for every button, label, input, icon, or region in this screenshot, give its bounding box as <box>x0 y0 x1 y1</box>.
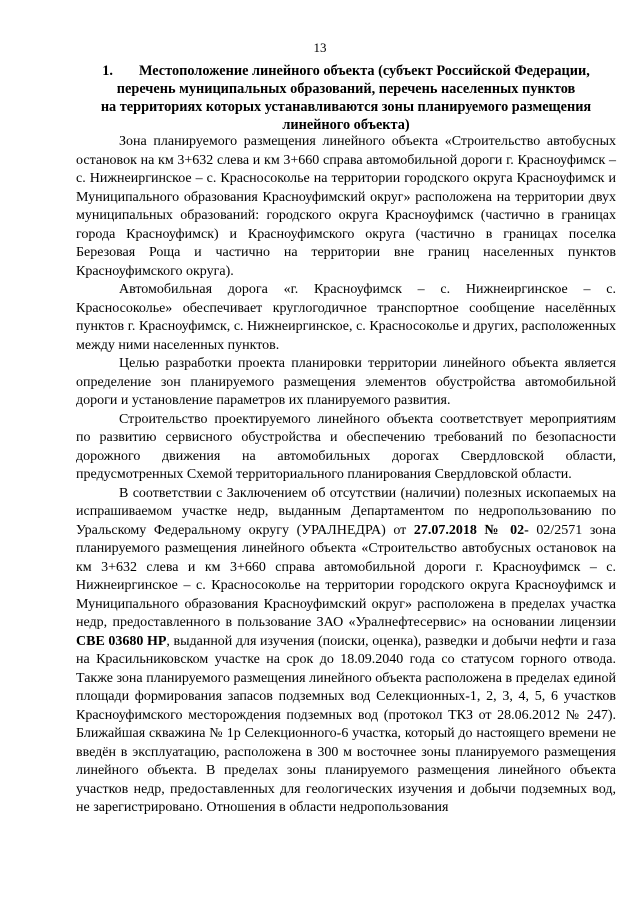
subsoil-text-2: зона планируемого размещения линейного объекта «Строительство автобусных остановок на км 3+632 слева и км 3+660 справа автомобильной дороги г. Красноуфимск – с. Нижнеиргинское – с. Красносоколье на территории городского округа Красноуфимск и Муниципального образования Красноуфимский округ» расположена в пределах участка недр, предоставленного в пользование ЗАО «Уралнефтесервис» на основании лицензии <box>76 522 617 630</box>
subsoil-text-3: , выданной для изучения (поиски, оценка), разведки и добычи нефти и газа на Красильниковском участке на срок до 18.09.2040 года со статусом горного отвода. Также зона планируемого размещения линейного объекта расположена в пределах единой площади формирования запасов подземных вод Селекционных-1, 2, 3, 4, 5, 6 участков Красноуфимского месторождения подземных вод (протокол ТКЗ от 28.06.2012 № 247). Ближайшая скважина № 1р Селекционного-6 участка, который до настоящего времени не введён в эксплуатацию, расположена в 300 м восточнее зоны планируемого размещения линейного объекта. В пределах зоны планируемого размещения линейного объекта участков недр, предоставленных для геологических изучения и добычи подземных вод, не зарегистрировано. Отношения в области недропользования <box>76 633 616 815</box>
paragraph-purpose: Целью разработки проекта планировки территории линейного объекта является определение зон планируемого размещения элементов обустройства автомобильной дороги и установление параметров их планируемого развития. <box>76 356 616 408</box>
heading-line-4: линейного объекта) <box>282 117 410 133</box>
section-number: 1. <box>102 63 113 79</box>
subsoil-text-1: В соответствии с Заключением об отсутствии (наличии) полезных ископаемых на испрашиваемом участке недр, выданным Департаментом по недропользованию по Уральскому Федеральному округу (УРАЛНЕДРА) от <box>76 485 616 538</box>
section-heading <box>76 62 616 134</box>
heading-line-3: на территориях которых устанавливаются зоны планируемого размещения <box>100 99 592 115</box>
page-number: 13 <box>313 40 327 55</box>
paragraph-subsoil <box>76 485 616 818</box>
paragraph-location: Зона планируемого размещения линейного объекта «Строительство автобусных остановок на км 3+632 слева и км 3+660 справа автомобильной дороги г. Красноуфимск – с. Нижнеиргинское – с. Красносоколье на территории городского округа Красноуфимск и Муниципального образования Красноуфимский округ» расположена на территории двух муниципальных образований: городского округа Красноуфимск (частично в границах города Красноуфимск) и Красноуфимского округа (частично в границах поселка Березовая Роща и частично на территории вне границ населенных пунктов Красноуфимского округа). <box>76 134 616 279</box>
paragraph-compliance: Строительство проектируемого линейного объекта соответствует мероприятиям по развитию сервисного обустройства и обеспечению требований по безопасности дорожного движения на автомобильных дорогах Свердловской области, предусмотренных Схемой территориального планирования Свердловской области. <box>76 411 616 482</box>
heading-line-2: перечень муниципальных образований, перечень населенных пунктов <box>116 81 576 97</box>
conclusion-number-suffix: 02/2571 <box>528 522 583 538</box>
conclusion-date-number: 27.07.2018 № 02- <box>413 522 529 538</box>
heading-text-1: Местоположение линейного объекта (субъект Российской Федерации, <box>138 63 590 79</box>
heading-line-1 <box>76 62 616 80</box>
license-number: СВЕ 03680 НР <box>76 633 167 649</box>
paragraph-road: Автомобильная дорога «г. Красноуфимск – с. Нижнеиргинское – с. Красносоколье» обеспечивает круглогодичное транспортное сообщение населённых пунктов г. Красноуфимск, с. Нижнеиргинское, с. Красносоколье и других, расположенных между ними населенных пунктов. <box>76 282 616 353</box>
document-body <box>76 133 616 818</box>
